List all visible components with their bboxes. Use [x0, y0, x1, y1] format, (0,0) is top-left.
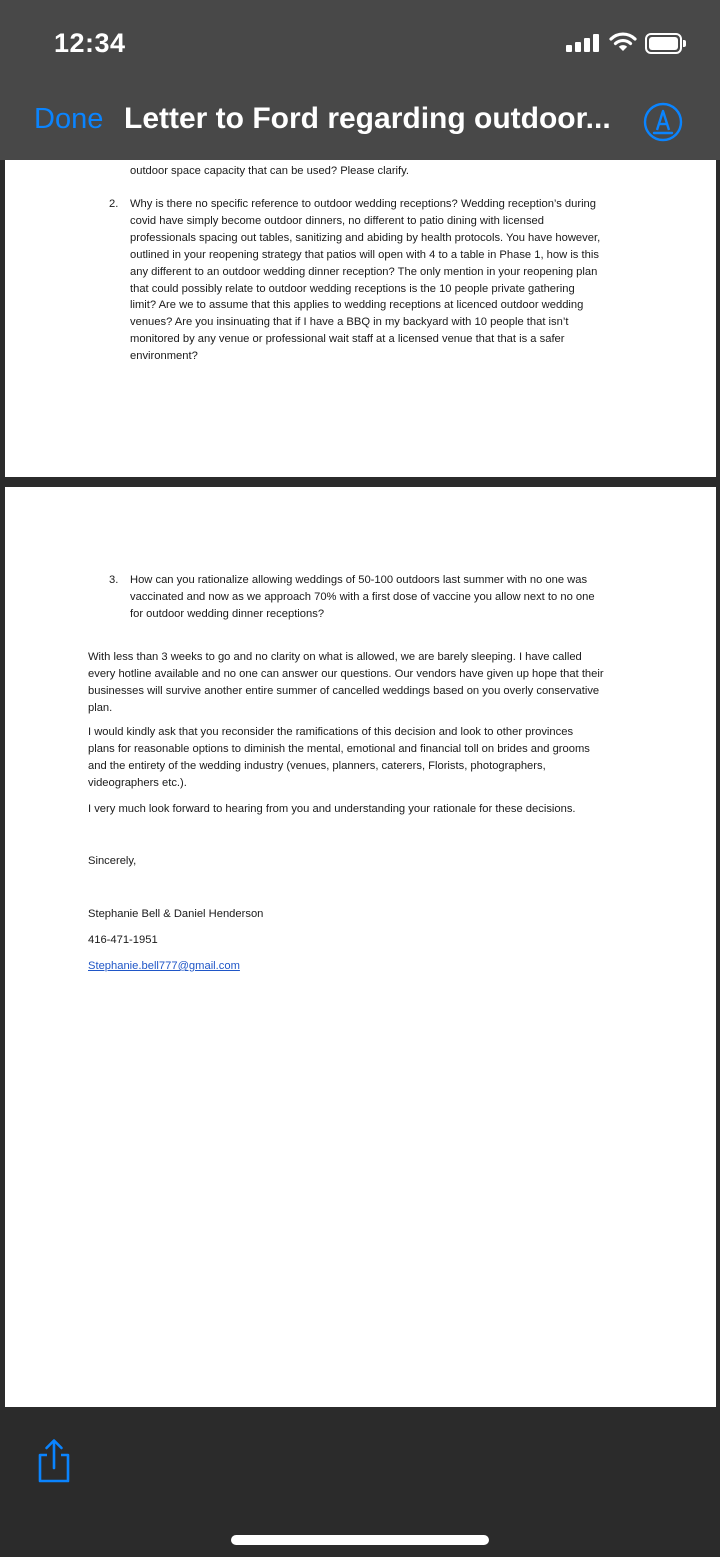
list-number: 3. [109, 574, 119, 586]
text-line: outlined in your reopening strategy that patios will open with 4 to a table in Phase 1, how is this [130, 248, 599, 261]
text-line: limit? Are we to assume that this applies to wedding receptions at licenced outdoor wedding [130, 299, 584, 312]
text-line: I would kindly ask that you reconsider the ramifications of this decision and look to other provinces [88, 726, 574, 738]
text-line: covid have simply become outdoor dinners, no different to patio dining with licensed [130, 214, 544, 227]
document-page-1 [5, 150, 716, 477]
text-line: venues? Are you insinuating that if I have a BBQ in my backyard with 10 people that isn’t [130, 316, 569, 329]
text-line: for outdoor wedding dinner receptions? [130, 607, 325, 620]
wifi-icon [609, 31, 637, 53]
home-indicator [231, 1535, 489, 1545]
bottom-toolbar [0, 1407, 720, 1557]
text-line: businesses will survive another entire summer of cancelled weddings based on you overly conservative [88, 684, 600, 697]
text-line: videographers etc.). [88, 776, 187, 789]
phone-number: 416-471-1951 [88, 934, 158, 946]
markup-button[interactable] [643, 102, 683, 142]
carryover-line: outdoor space capacity that can be used? Please clarify. [130, 165, 410, 177]
top-bar [0, 0, 720, 160]
signal-bars-icon [566, 34, 602, 52]
list-item-text [130, 196, 635, 365]
text-line: every hotline available and no one can answer our questions. Our vendors have given up hope that their [88, 667, 604, 680]
email-link[interactable]: Stephanie.bell777@gmail.com [88, 960, 240, 972]
text-line: vaccinated and now as we approach 70% with a first dose of vaccine you allow next to no one [130, 590, 595, 603]
signature-names: Stephanie Bell & Daniel Henderson [88, 908, 264, 920]
text-line: plan. [88, 701, 113, 714]
closing: Sincerely, [88, 855, 137, 867]
text-line: Why is there no specific reference to outdoor wedding receptions? Wedding reception’s during [130, 198, 597, 210]
document-page-2 [5, 487, 716, 1407]
paragraph-1 [88, 649, 633, 717]
text-line: monitored by any venue or professional wait staff at a licensed venue that that is a safer [130, 333, 565, 346]
share-button[interactable] [34, 1437, 74, 1485]
paragraph-2 [88, 724, 633, 792]
text-line: With less than 3 weeks to go and no clarity on what is allowed, we are barely sleeping. I have called [88, 651, 582, 663]
text-line: plans for reasonable options to diminish the mental, emotional and financial toll on brides and grooms [88, 742, 590, 755]
paragraph-3: I very much look forward to hearing from you and understanding your rationale for these decisions. [88, 803, 576, 815]
status-time: 12:34 [54, 28, 126, 58]
text-line: professionals spacing out tables, sanitizing and abiding by health protocols. You have however, [130, 231, 601, 244]
share-icon [34, 1437, 74, 1485]
email-link-wrapper [88, 958, 633, 975]
text-line: and the entirety of the wedding industry (venues, planners, caterers, Florists, photographers, [88, 759, 546, 772]
document-title: Letter to Ford regarding outdoor... [124, 102, 611, 135]
text-line: any different to an outdoor wedding dinner reception? The only mention in your reopening plan [130, 265, 598, 278]
battery-icon [645, 33, 687, 54]
done-button[interactable]: Done [34, 103, 104, 135]
text-line: environment? [130, 350, 198, 363]
text-line: How can you rationalize allowing weddings of 50-100 outdoors last summer with no one was [130, 574, 588, 586]
list-number: 2. [109, 198, 119, 210]
text-line: that could possibly relate to outdoor wedding receptions is the 10 people private gathering [130, 282, 575, 295]
markup-pen-icon [643, 102, 683, 142]
list-item-text [130, 572, 635, 623]
